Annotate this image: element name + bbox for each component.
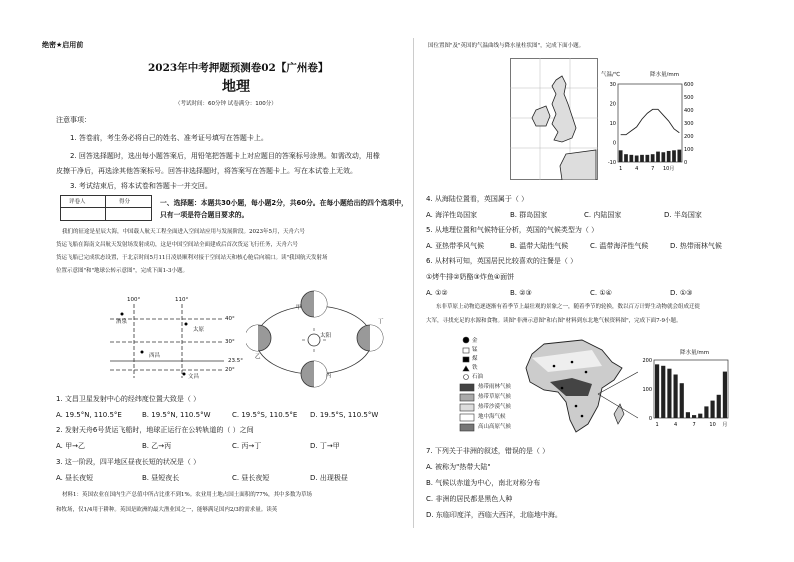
legend-mediterranean: 地中海气候 bbox=[478, 414, 506, 420]
exam-info: （考试时间：60分钟 试卷满分：100分） bbox=[175, 101, 277, 107]
q3-stem: 3. 这一阶段，四平地区昼夜长短的状况是（ ） bbox=[56, 458, 201, 466]
note-1: 1. 答卷前，考生务必将自己的姓名、准考证号填写在答题卡上。 bbox=[70, 134, 268, 142]
africa-month-tick: 1 bbox=[655, 422, 659, 428]
uk-precip-bar bbox=[635, 156, 639, 163]
rainforest-swatch bbox=[460, 384, 474, 391]
lat-40: 40° bbox=[225, 316, 235, 322]
material1-line1: 材料1：英国农业在国内生产总值中所占比重不到1%。农业用土地占国土面积的77%，其中多数为草场 bbox=[62, 492, 312, 498]
uk-precip-tick: 500 bbox=[684, 95, 694, 101]
uk-precip-bar bbox=[629, 155, 633, 162]
q5-option-b[interactable]: B. 温带大陆性气候 bbox=[510, 242, 569, 250]
q6-option-d[interactable]: D. ①③ bbox=[670, 289, 693, 297]
uk-precip-bar bbox=[651, 154, 655, 162]
note-2: 2. 回答选择题时，选出每小题答案后，用铅笔把答题卡上对应题目的答案标号涂黑。如需改动，用橡 bbox=[70, 152, 380, 160]
desert-swatch bbox=[460, 404, 474, 411]
uk-temp-axis-label: 气温/℃ bbox=[601, 72, 621, 78]
legend-manganese: 锰 bbox=[472, 347, 478, 353]
uk-precip-bar bbox=[677, 150, 681, 162]
africa-precip-bar bbox=[717, 395, 721, 418]
orbit-c: 丙 bbox=[326, 373, 332, 379]
q6-foods: ①烤牛排②奶酪③炸鱼④面饼 bbox=[426, 273, 515, 281]
q5-stem: 5. 从地理位置和气候特征分析，英国的气候类型为（ ） bbox=[426, 226, 599, 234]
uk-temp-tick: -10 bbox=[607, 160, 616, 166]
q6-option-a[interactable]: A. ①② bbox=[426, 289, 448, 297]
xichang-dot bbox=[141, 351, 144, 354]
q2-option-a[interactable]: A. 甲→乙 bbox=[56, 442, 85, 450]
score-header-score: 得分 bbox=[119, 199, 131, 205]
africa-precip-bar bbox=[680, 383, 684, 418]
legend-desert: 热带沙漠气候 bbox=[478, 404, 512, 410]
q4-stem: 4. 从海陆位置看，英国属于（ ） bbox=[426, 195, 529, 203]
uk-month-tick: 4 bbox=[635, 166, 639, 172]
legend-savanna: 热带草原气候 bbox=[478, 394, 512, 400]
africa-precip-bar bbox=[655, 364, 659, 418]
africa-precip-bar bbox=[704, 406, 708, 418]
uk-precip-bar bbox=[661, 152, 665, 162]
subject-title: 地理 bbox=[222, 79, 250, 95]
passage1-line2: 货运飞船在海南文昌航天发射场发射成功，这是中国空间站全面建成后首次货运飞行任务，天舟六号 bbox=[56, 242, 299, 248]
gold-icon bbox=[463, 337, 469, 343]
confidential-mark: 绝密★启用前 bbox=[42, 41, 84, 49]
q6-stem: 6. 从材料可知，英国居民比较喜欢的注餐是（ ） bbox=[426, 257, 578, 265]
uk-temp-tick: 0 bbox=[612, 140, 616, 147]
coal-icon bbox=[463, 357, 469, 362]
launch-site-map bbox=[104, 294, 244, 386]
africa-precip-bar bbox=[711, 401, 715, 418]
africa-precip-bar bbox=[698, 414, 702, 418]
passage1-line3: 货运飞船已完成状态设置，于北京时间5月11日凌晨顺利对接于空间站天和核心舱后向端口。读"我国航天发射场 bbox=[56, 255, 328, 261]
africa-precip-tick: 0 bbox=[648, 416, 652, 422]
lat-20: 20° bbox=[225, 367, 235, 373]
highland-swatch bbox=[460, 424, 474, 431]
q7-stem: 7. 下列关于非洲的叙述，错误的是（ ） bbox=[426, 447, 550, 455]
mediterranean-swatch bbox=[460, 414, 474, 421]
q3-option-c[interactable]: C. 昼长夜短 bbox=[232, 474, 270, 482]
iron-icon bbox=[463, 366, 469, 371]
q2-option-d[interactable]: D. 丁→甲 bbox=[310, 442, 340, 450]
lon-100: 100° bbox=[127, 297, 141, 303]
passage1-line1: 我们的征途是星辰大海，中国载人航天工程全面进入空间站应用与发展阶段。2023年5月，天舟六号 bbox=[62, 229, 305, 235]
q6-option-b[interactable]: B. ②③ bbox=[510, 289, 532, 297]
q6-option-c[interactable]: C. ①④ bbox=[590, 289, 612, 297]
wenchang-dot bbox=[183, 373, 186, 376]
uk-temp-tick: 10 bbox=[609, 121, 616, 127]
uk-temp-tick: 30 bbox=[609, 82, 616, 88]
uk-precip-bar bbox=[640, 155, 644, 162]
q5-option-a[interactable]: A. 亚热带季风气候 bbox=[426, 242, 485, 250]
q5-option-d[interactable]: D. 热带雨林气候 bbox=[670, 242, 722, 250]
africa-precip-bar bbox=[667, 369, 671, 418]
africa-precip-label: 降水量/mm bbox=[680, 350, 710, 356]
africa-month-tick: 4 bbox=[673, 422, 678, 428]
q2-option-c[interactable]: C. 丙→丁 bbox=[232, 442, 262, 450]
continent bbox=[560, 150, 596, 180]
score-header-grader: 评卷人 bbox=[69, 199, 86, 205]
q1-option-d[interactable]: D. 19.5°S, 110.5°W bbox=[310, 411, 379, 419]
legend-gold: 金 bbox=[472, 338, 478, 344]
africa-precip-bar bbox=[661, 366, 665, 418]
exam-title: 2023年中考押题预测卷02【广州卷】 bbox=[148, 62, 329, 74]
note-3: 3. 考试结束后，将本试卷和答题卡一并交回。 bbox=[70, 182, 212, 190]
uk-precip-bar bbox=[656, 152, 660, 162]
africa-precip-tick: 100 bbox=[642, 387, 652, 393]
uk-precip-tick: 100 bbox=[684, 147, 694, 153]
sun-label: 太阳 bbox=[320, 333, 332, 339]
uk-climate-chart bbox=[600, 70, 700, 178]
q7-option-b[interactable]: B. 气候以赤道为中心，南北对称分布 bbox=[426, 479, 541, 487]
oil-icon bbox=[464, 375, 469, 380]
lon-110: 110° bbox=[175, 297, 189, 303]
city-xichang: 西昌 bbox=[149, 353, 161, 359]
notes-heading: 注意事项： bbox=[56, 116, 91, 124]
section1-heading: 一、选择题：本题共30小题，每小题2分，共60分。在每小题给出的四个选项中， bbox=[160, 199, 408, 207]
legend-iron: 铁 bbox=[472, 365, 478, 371]
uk-precip-tick: 300 bbox=[684, 121, 694, 127]
orbit-d: 丁 bbox=[378, 319, 384, 325]
passage1-line4: 位置示意图"和"地球公转示意图"，完成下面1-3小题。 bbox=[56, 268, 188, 274]
q1-stem: 1. 文昌卫星发射中心的经纬度位置大致是（ ） bbox=[56, 395, 201, 403]
manganese-icon bbox=[463, 348, 469, 353]
uk-precip-bar bbox=[667, 151, 671, 162]
note-2-cont: 皮擦干净后，再选涂其他答案标号。回答非选择题时，将答案写在答题卡上。写在本试卷上无效。 bbox=[56, 167, 357, 175]
africa-month-tick: 7 bbox=[692, 422, 696, 428]
jiuquan-dot bbox=[121, 313, 124, 316]
q4-option-d[interactable]: D. 半岛国家 bbox=[664, 211, 702, 219]
africa-precip-bar bbox=[723, 372, 727, 418]
q1-option-a[interactable]: A. 19.5°N, 110.5°E bbox=[56, 411, 122, 419]
africa-precip-chart bbox=[638, 352, 734, 434]
uk-precip-tick: 0 bbox=[684, 160, 688, 166]
q4-option-b[interactable]: B. 群岛国家 bbox=[510, 211, 548, 219]
passage2-line2: 大军，寻找充足的水源和食物。读图"非洲示意图"和右图"材料到东北地气候资料图"，完成下面7-9小题。 bbox=[426, 318, 682, 324]
uk-precip-tick: 200 bbox=[684, 134, 694, 140]
uk-precip-axis-label: 降水量/mm bbox=[650, 72, 680, 78]
taiyuan-dot bbox=[185, 323, 188, 326]
orbit-a: 甲 bbox=[296, 305, 302, 311]
q1-option-c[interactable]: C. 19.5°S, 110.5°E bbox=[232, 411, 298, 419]
sun-icon bbox=[308, 334, 320, 346]
africa-month-tick: 月 bbox=[722, 422, 728, 428]
city-jiuquan: 酒泉 bbox=[116, 319, 128, 325]
africa-month-tick: 10 bbox=[709, 422, 716, 428]
q7-option-d[interactable]: D. 东临印度洋，西临大西洋，北临地中海。 bbox=[426, 511, 562, 519]
section1-heading-cont: 只有一项是符合题目要求的。 bbox=[160, 211, 249, 219]
madagascar bbox=[614, 404, 624, 424]
q5-option-c[interactable]: C. 温带海洋性气候 bbox=[590, 242, 649, 250]
africa-precip-bar bbox=[692, 415, 696, 418]
orbit-b: 乙 bbox=[255, 354, 261, 360]
uk-precip-bar bbox=[624, 154, 628, 162]
q7-option-c[interactable]: C. 非洲的居民都是黑色人种 bbox=[426, 495, 513, 503]
uk-precip-bar bbox=[645, 155, 649, 162]
column-divider bbox=[413, 38, 414, 528]
uk-precip-tick: 400 bbox=[684, 108, 694, 114]
uk-month-tick: 10月 bbox=[662, 166, 675, 172]
legend-rainforest: 热带雨林气候 bbox=[478, 384, 512, 390]
uk-month-tick: 1 bbox=[619, 166, 623, 172]
africa-precip-bar bbox=[686, 412, 690, 418]
uk-temp-tick: 20 bbox=[609, 101, 616, 108]
uk-precip-bar bbox=[619, 150, 623, 162]
lat-23-5: 23.5° bbox=[228, 358, 243, 364]
passage2-line1: 东非草原上动物追逐逐渐有着季节上最壮观的景象之一，随着季节的轮换，数以百万计野生动物就会组成迁徙 bbox=[436, 304, 701, 310]
q1-option-b[interactable]: B. 19.5°N, 110.5°W bbox=[142, 411, 211, 419]
q2-option-b[interactable]: B. 乙→丙 bbox=[142, 442, 172, 450]
material1-line2: 和牧场，仅1/4用于耕种。英国是欧洲的最大渔业国之一，能够满足国内2/3的需求量。读英 bbox=[56, 507, 278, 513]
score-table bbox=[60, 195, 152, 221]
africa-precip-tick: 200 bbox=[642, 358, 652, 364]
uk-precip-tick: 600 bbox=[684, 82, 694, 88]
right-intro: 国位置图"及"英国的气温曲线与降水量柱状图"，完成下面小题。 bbox=[428, 43, 585, 49]
africa-precip-bar bbox=[674, 375, 678, 419]
q7-option-a[interactable]: A. 被称为"热带大陆" bbox=[426, 463, 491, 471]
q4-option-a[interactable]: A. 海洋性岛国家 bbox=[426, 211, 478, 219]
uk-precip-bar bbox=[672, 150, 676, 162]
lat-30: 30° bbox=[225, 339, 235, 345]
city-taiyuan: 太原 bbox=[193, 327, 205, 333]
savanna-swatch bbox=[460, 394, 474, 401]
q3-option-a[interactable]: A. 昼长夜短 bbox=[56, 474, 94, 482]
legend-highland: 高山高原气候 bbox=[478, 424, 512, 430]
uk-location-map bbox=[510, 58, 598, 180]
q2-stem: 2. 发射天舟6号货运飞船时，地球正运行在公转轨道的（ ）之间 bbox=[56, 426, 254, 434]
legend-coal: 煤 bbox=[472, 356, 478, 362]
q3-option-b[interactable]: B. 昼短夜长 bbox=[142, 474, 180, 482]
uk-month-tick: 7 bbox=[651, 166, 655, 172]
legend-oil: 石油 bbox=[472, 374, 484, 380]
q3-option-d[interactable]: D. 出现极昼 bbox=[310, 474, 348, 482]
city-wenchang: 文昌 bbox=[188, 374, 200, 380]
q4-option-c[interactable]: C. 内陆国家 bbox=[584, 211, 622, 219]
